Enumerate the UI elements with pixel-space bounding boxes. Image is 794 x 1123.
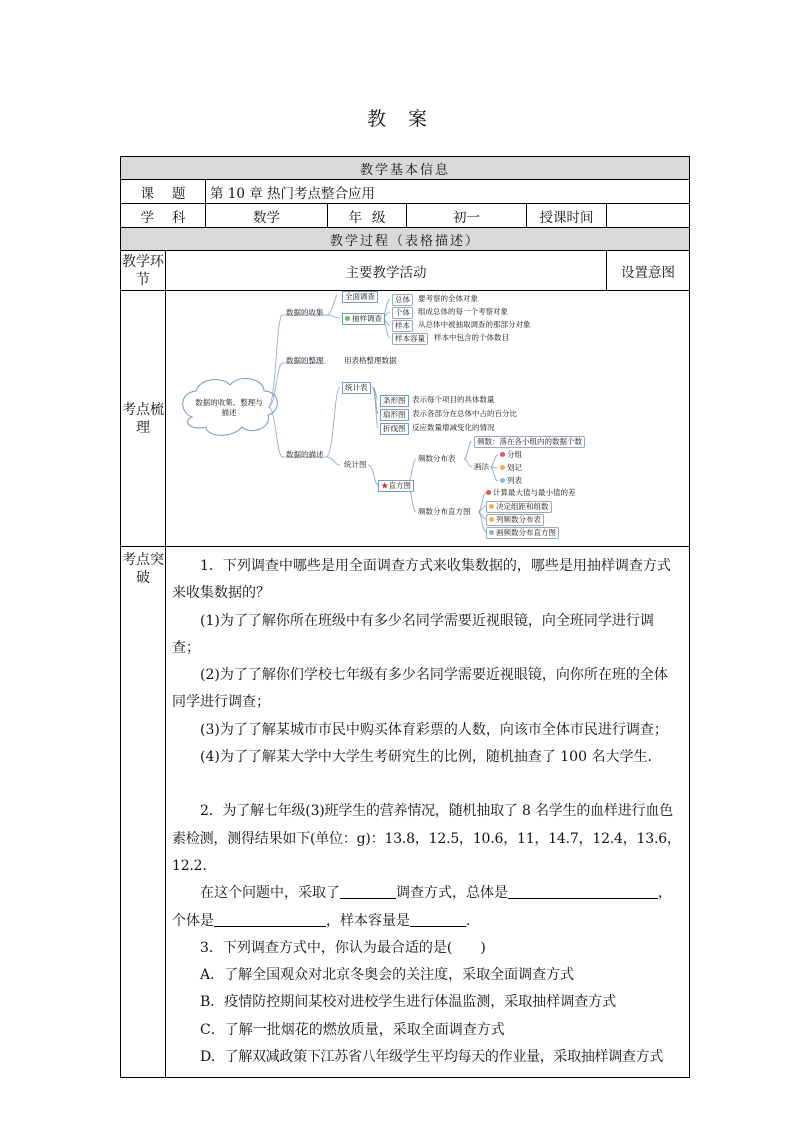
grade-label: 年级 xyxy=(328,204,407,228)
node-freq-table: 频数分布表 xyxy=(418,454,456,463)
node-bar-desc: 表示每个项目的具体数量 xyxy=(412,395,495,404)
subject-value: 数学 xyxy=(206,204,328,228)
basic-info-header: 教学基本信息 xyxy=(121,157,690,180)
problem-3-option-d: D．了解双减政策下江苏省八年级学生平均每天的作业量，采取抽样调查方式 xyxy=(200,1049,664,1066)
lesson-plan-table xyxy=(120,156,690,1078)
node-pie-desc: 表示各部分在总体中占的百分比 xyxy=(412,409,517,418)
node-stat-chart: 统计图 xyxy=(344,460,367,469)
node-population: 总体 xyxy=(392,294,413,306)
answer-blank[interactable] xyxy=(340,882,396,899)
node-step4: 画频数分布直方图 xyxy=(486,527,559,539)
node-tally: 划记 xyxy=(500,463,522,473)
problem-1: 1．下列调查中哪些是用全面调查方式来收集数据的，哪些是用抽样调查方式来收集数据的？ xyxy=(172,558,671,602)
node-method: 画法 xyxy=(474,462,489,471)
node-organize-desc: 用表格整理数据 xyxy=(344,356,397,365)
orange-dot-icon xyxy=(489,517,494,522)
problem-1-item-3: (3)为了了解某城市市民中购买体育彩票的人数，向该市全体市民进行调查； xyxy=(200,721,668,738)
red-dot-icon xyxy=(486,490,491,495)
document-title: 教案 xyxy=(366,108,449,130)
topic-value: 第 10 章 热门考点整合应用 xyxy=(206,180,690,204)
node-line-desc: 反应数量增减变化的情况 xyxy=(412,423,495,432)
process-header: 教学过程（表格描述） xyxy=(121,228,690,251)
red-dot-icon xyxy=(500,452,505,457)
topic-label: 课题 xyxy=(121,180,206,204)
node-individual-desc: 组成总体的每一个考察对象 xyxy=(418,307,508,316)
node-stat-table: 统计表 xyxy=(342,382,371,394)
problem-2: 2．为了解七年级(3)班学生的营养情况，随机抽取了 8 名学生的血样进行血色素检测，测得结果如下(单位：g)：13.8，12.5，10.6，11，14.7，12.4，13.6，12.2. xyxy=(172,803,681,874)
node-pie-chart: 扇形图 xyxy=(380,409,409,421)
activity-label: 主要教学活动 xyxy=(166,251,607,291)
node-describe: 数据的描述 xyxy=(286,450,324,459)
mindmap-cell xyxy=(166,291,690,547)
spacer xyxy=(172,771,681,798)
answer-blank[interactable] xyxy=(410,910,466,927)
orange-dot-icon xyxy=(489,504,494,509)
blue-dot-icon xyxy=(500,478,505,483)
node-sample-size: 样本容量 xyxy=(392,333,428,345)
star-icon: ★ xyxy=(381,481,389,490)
problem-1-item-4: (4)为了了解某大学中大学生考研究生的比例，随机抽查了 100 名大学生． xyxy=(200,749,662,766)
problem-3-option-b: B．疫情防控期间某校对进校学生进行体温监测，采取抽样调查方式 xyxy=(200,994,617,1011)
mindmap-root: 数据的收集、整理与描述 xyxy=(195,398,263,417)
node-step2: 决定组距和组数 xyxy=(486,501,552,513)
grade-value: 初一 xyxy=(407,204,527,228)
node-histogram: ★直方图 xyxy=(378,480,414,492)
intent-label: 设置意图 xyxy=(607,251,690,291)
mind-map xyxy=(172,292,683,541)
answer-blank[interactable] xyxy=(214,910,326,927)
node-tabulate: 列表 xyxy=(500,476,522,486)
node-freq-hist: 频数分布直方图 xyxy=(418,507,471,516)
problem-2-blanks-line1: 在这个问题中，采取了 调查方式，总体是 ， xyxy=(172,880,681,907)
node-line-chart: 折线图 xyxy=(380,423,409,435)
time-label: 授课时间 xyxy=(527,204,607,228)
node-collect: 数据的收集 xyxy=(286,308,324,317)
stage-label: 教学环节 xyxy=(121,251,166,291)
node-full-survey: 全面调查 xyxy=(342,291,378,303)
breakthrough-label: 考点突破 xyxy=(121,547,166,1078)
node-sample: 样本 xyxy=(392,320,413,332)
node-step1: 计算最大值与最小值的差 xyxy=(486,488,576,498)
node-step3: 列频数分布表 xyxy=(486,514,544,526)
node-organize: 数据的整理 xyxy=(286,356,324,365)
node-bar-chart: 条形图 xyxy=(380,395,409,407)
node-sample-size-desc: 样本中包含的个体数目 xyxy=(434,333,509,342)
green-dot-icon xyxy=(345,316,350,321)
node-population-desc: 要考察的全体对象 xyxy=(418,294,478,303)
orange-dot-icon xyxy=(500,465,505,470)
blue-dot-icon xyxy=(489,530,494,535)
node-freq-desc: 频数：落在各小组内的数据个数 xyxy=(474,436,585,448)
problem-1-item-2: (2)为了了解你们学校七年级有多少名同学需要近视眼镜，向你所在班的全体同学进行调查； xyxy=(172,667,668,711)
problem-3-option-c: C．了解一批烟花的燃放质量，采取全面调查方式 xyxy=(200,1021,505,1038)
subject-label: 学科 xyxy=(121,204,206,228)
problems-cell xyxy=(166,547,690,1078)
problem-2-blanks-line2: 个体是 ，样本容量是 . xyxy=(172,908,681,935)
node-grouping: 分组 xyxy=(500,450,522,460)
problem-3-option-a: A．了解全国观众对北京冬奥会的关注度，采取全面调查方式 xyxy=(200,967,575,984)
problem-3: 3．下列调查方式中，你认为最合适的是( ) xyxy=(200,939,486,956)
time-value xyxy=(607,204,690,228)
node-individual: 个体 xyxy=(392,307,413,319)
node-sample-survey: 抽样调查 xyxy=(342,313,385,325)
node-sample-desc: 从总体中被抽取调查的那部分对象 xyxy=(418,320,531,329)
review-label: 考点梳理 xyxy=(121,291,166,547)
answer-blank[interactable] xyxy=(508,882,658,899)
problem-1-item-1: (1)为了了解你所在班级中有多少名同学需要近视眼镜，向全班同学进行调查； xyxy=(172,612,654,656)
